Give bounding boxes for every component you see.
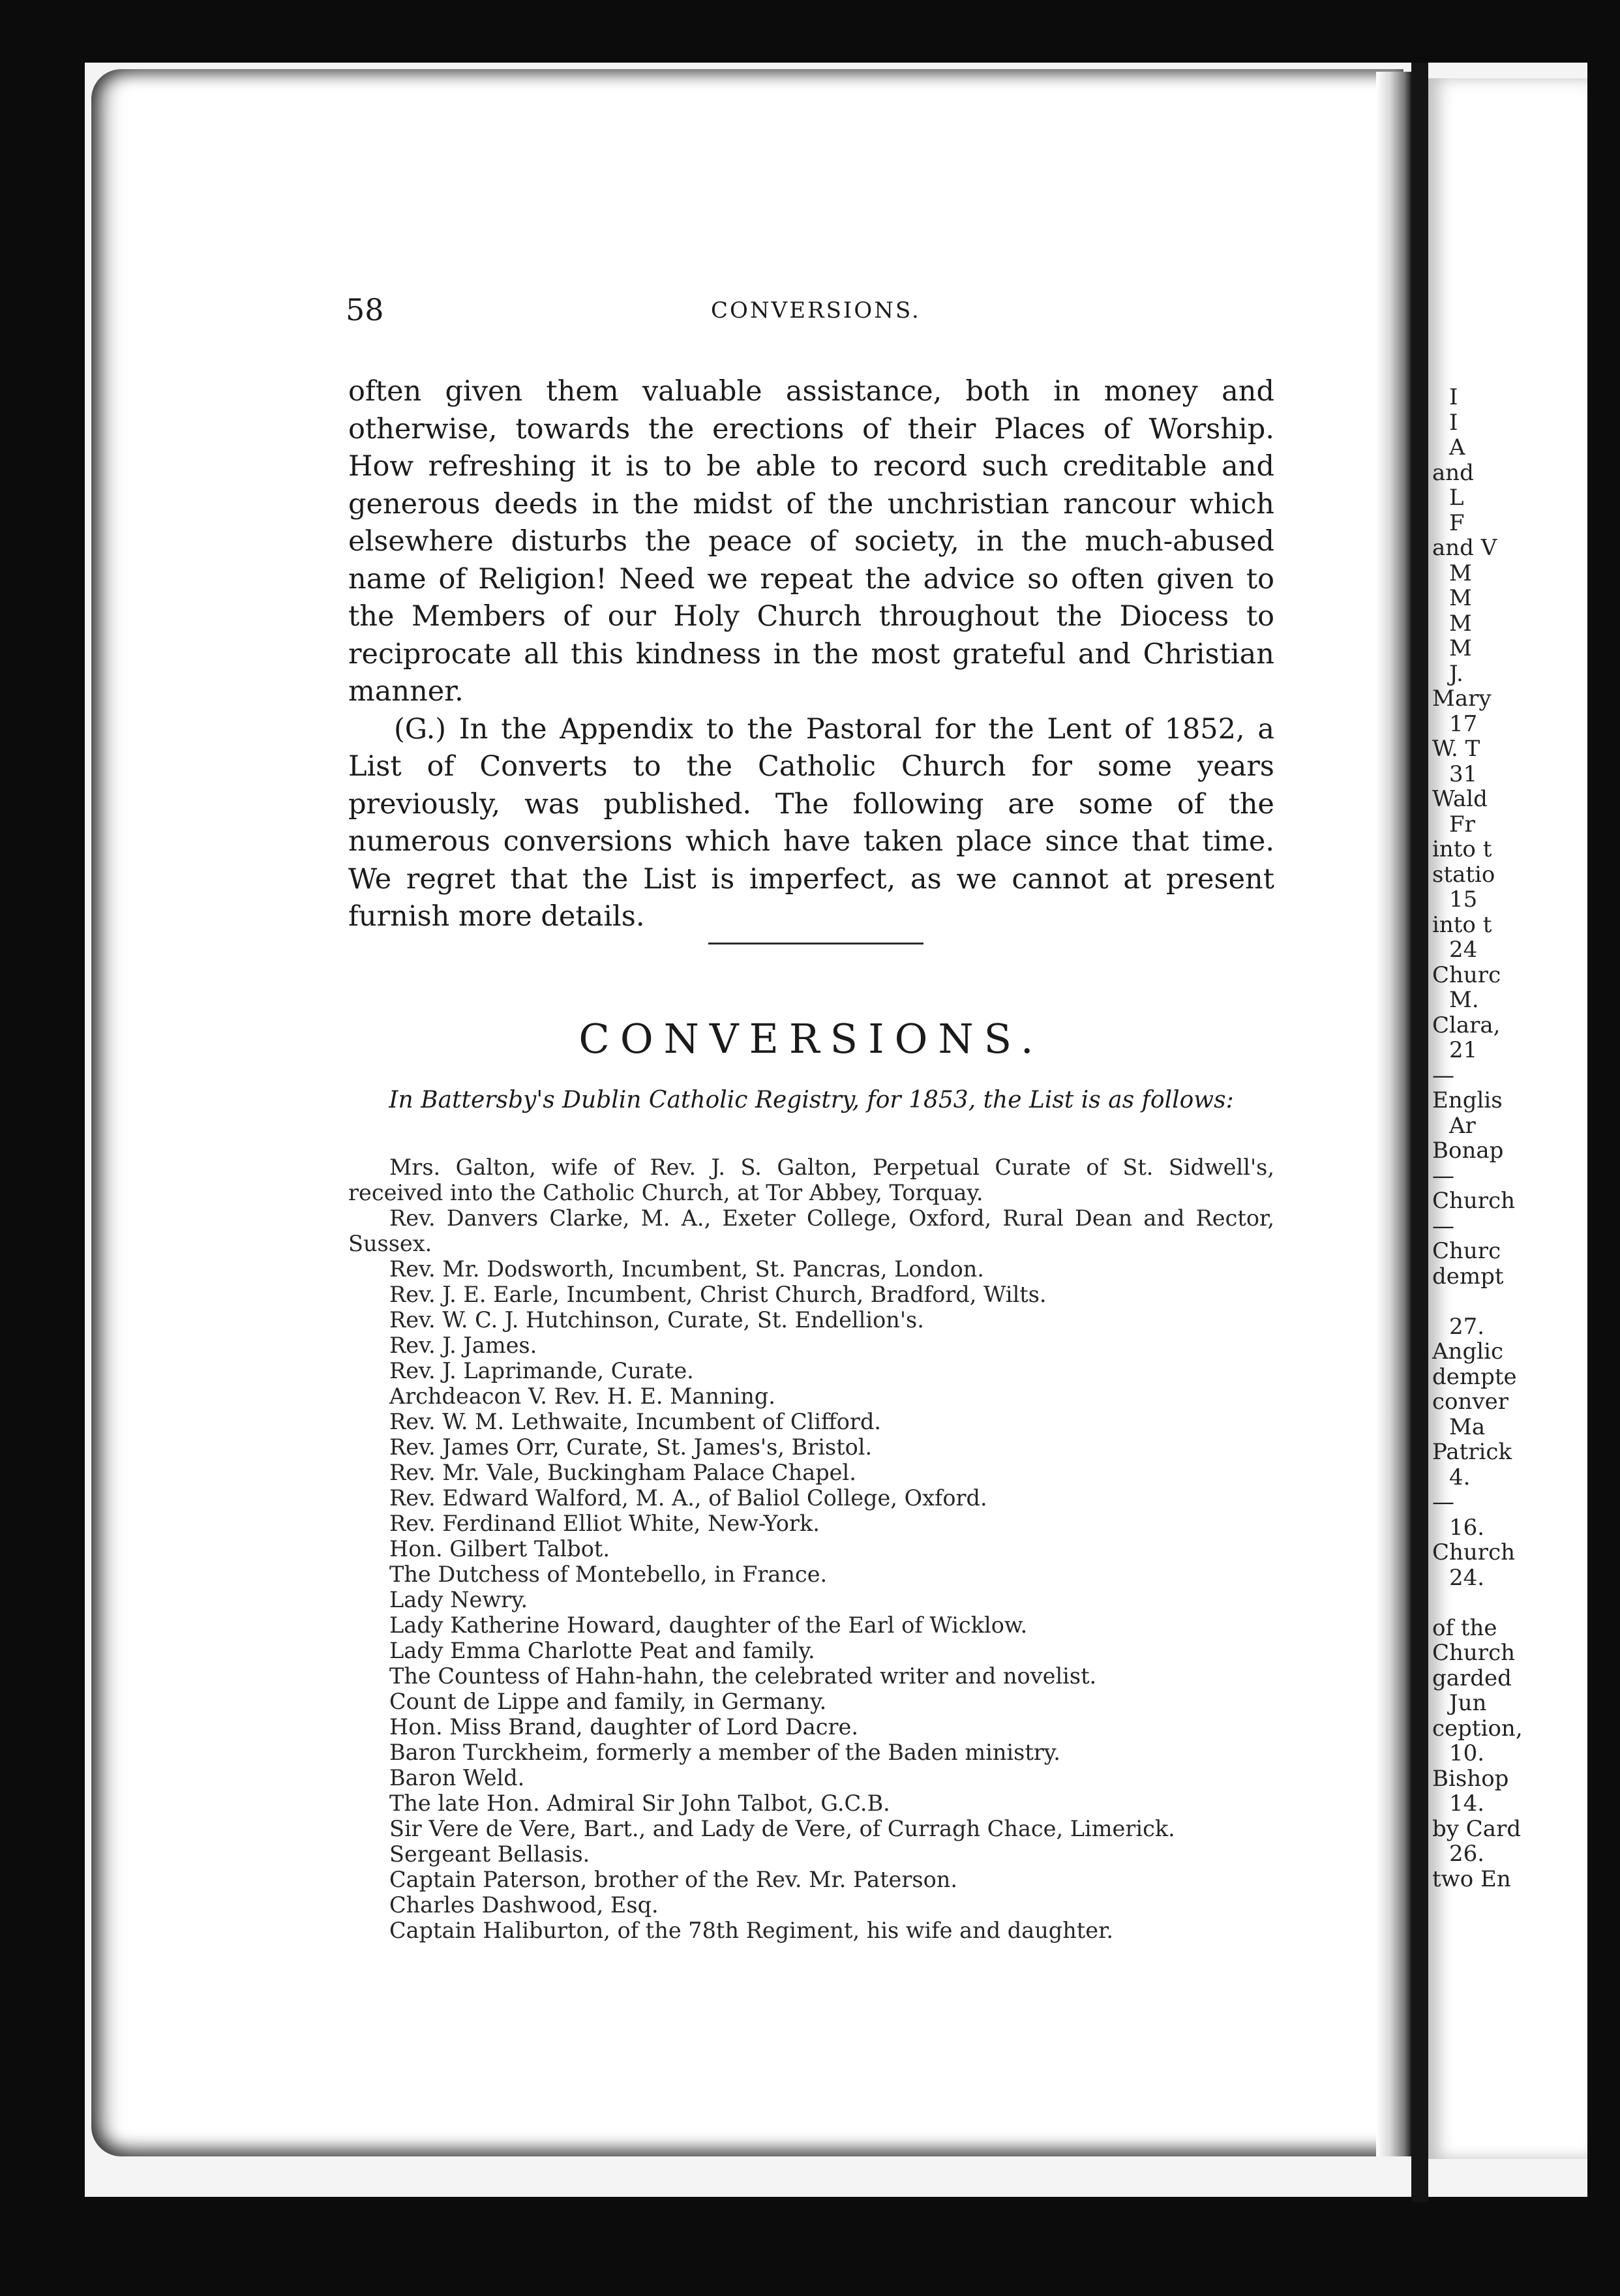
facing-page-line: ception, — [1432, 1715, 1523, 1742]
page-curl-shadow — [1376, 72, 1411, 2156]
list-item: Mrs. Galton, wife of Rev. J. S. Galton, Perpetual Curate of St. Sidwell's, received into the Catholic Church, at Tor Abbey, Torquay. — [348, 1155, 1274, 1205]
facing-page-line: A — [1449, 434, 1465, 461]
facing-page-line: Englis — [1432, 1087, 1503, 1113]
facing-page-line: W. T — [1432, 736, 1480, 762]
facing-page-line: two En — [1432, 1865, 1511, 1892]
list-item: The Dutchess of Montebello, in France. — [389, 1562, 828, 1587]
conversions-list — [348, 1155, 1274, 1943]
list-item: Lady Newry. — [389, 1587, 528, 1612]
facing-page-line: Churc — [1432, 961, 1501, 988]
facing-page-line: Ma — [1449, 1413, 1486, 1440]
facing-page-line: and — [1432, 459, 1474, 486]
facing-page-line: 14. — [1449, 1790, 1485, 1817]
facing-page-line: M — [1449, 610, 1472, 637]
facing-page-line: Jun — [1449, 1690, 1487, 1716]
facing-page-line: Wald — [1432, 786, 1488, 812]
facing-page-line: 24 — [1449, 937, 1478, 963]
list-item: Rev. Ferdinand Elliot White, New-York. — [389, 1511, 820, 1536]
list-item: Rev. J. James. — [389, 1333, 537, 1358]
facing-page-line: Church — [1432, 1539, 1516, 1565]
scan-border-bottom — [0, 2197, 1620, 2296]
paragraph: (G.) In the Appendix to the Pastoral for the Lent of 1852, a List of Converts to the Catholic Church for some years previously, was published. The following are some of the numerous conversions which have taken place since that time. We regret that the List is imperfect, as we cannot at present furnish more details. — [348, 712, 1274, 933]
facing-page-line: M — [1449, 635, 1472, 661]
facing-page-line: 17 — [1449, 710, 1478, 737]
section-subtitle: In Battersby's Dublin Catholic Registry, for 1853, the List is as follows: — [389, 1087, 1234, 1113]
list-item: Charles Dashwood, Esq. — [389, 1892, 659, 1918]
book-gutter — [1411, 63, 1428, 2202]
list-item: Captain Paterson, brother of the Rev. Mr. Paterson. — [389, 1867, 957, 1892]
running-head: CONVERSIONS. — [711, 297, 921, 324]
facing-page-line: statio — [1432, 861, 1495, 888]
list-item: Rev. W. M. Lethwaite, Incumbent of Clifford. — [389, 1409, 882, 1434]
facing-page-line: Clara, — [1432, 1012, 1501, 1038]
paragraph: often given them valuable assistance, both in money and otherwise, towards the erections of their Places of Worship. How refreshing it is to be able to record such creditable and generous deeds in the midst of the unchristian rancour which elsewhere disturbs the peace of society, in the much-abused name of Religion! Need we repeat the advice so often given to the Members of our Holy Church throughout the Diocess to reciprocate all this kindness in the most grateful and Christian manner. — [348, 375, 1274, 708]
facing-page-line: 26. — [1449, 1841, 1485, 1867]
list-item: Captain Haliburton, of the 78th Regiment, his wife and daughter. — [389, 1918, 1114, 1943]
facing-page-line: dempt — [1432, 1263, 1504, 1290]
facing-page-line: 16. — [1449, 1514, 1485, 1541]
facing-page-line: M — [1449, 585, 1472, 611]
facing-page-line: of the — [1432, 1614, 1497, 1641]
list-item: The Countess of Hahn-hahn, the celebrated writer and novelist. — [389, 1663, 1097, 1689]
facing-page-line: M. — [1449, 987, 1479, 1013]
body-text — [348, 373, 1274, 936]
facing-page-line: into t — [1432, 836, 1492, 862]
facing-page-line: 15 — [1449, 886, 1478, 913]
scan-border-right — [1587, 0, 1620, 2296]
list-item: Archdeacon V. Rev. H. E. Manning. — [389, 1383, 775, 1409]
list-item: Rev. Mr. Vale, Buckingham Palace Chapel. — [389, 1460, 856, 1485]
section-title: CONVERSIONS. — [578, 1015, 1044, 1063]
list-item: Rev. J. E. Earle, Incumbent, Christ Church, Bradford, Wilts. — [389, 1282, 1047, 1307]
facing-page-line: 24. — [1449, 1564, 1485, 1591]
list-item: The late Hon. Admiral Sir John Talbot, G.C.B. — [389, 1790, 890, 1816]
facing-page-line: conver — [1432, 1389, 1508, 1415]
facing-page-line: Ar — [1449, 1112, 1476, 1139]
list-item: Count de Lippe and family, in Germany. — [389, 1689, 827, 1714]
facing-page-line: J. — [1449, 660, 1463, 687]
facing-page-line: I — [1449, 384, 1458, 410]
list-item: Rev. Danvers Clarke, M. A., Exeter College, Oxford, Rural Dean and Rector, Sussex. — [348, 1205, 1274, 1256]
facing-page-line: — — [1432, 1489, 1454, 1515]
list-item: Baron Weld. — [389, 1765, 525, 1790]
facing-page-line: — — [1432, 1062, 1454, 1089]
facing-page-line: Patrick — [1432, 1439, 1512, 1465]
facing-page-line: 27. — [1449, 1313, 1485, 1340]
facing-page-line: Church — [1432, 1640, 1516, 1666]
facing-page-line: Church — [1432, 1188, 1516, 1214]
facing-page — [1428, 78, 1587, 2159]
list-item: Hon. Gilbert Talbot. — [389, 1536, 610, 1562]
facing-page-line: 4. — [1449, 1464, 1471, 1490]
facing-page-line: — — [1432, 1213, 1454, 1239]
list-item: Lady Emma Charlotte Peat and family. — [389, 1638, 815, 1663]
list-item: Rev. W. C. J. Hutchinson, Curate, St. Endellion's. — [389, 1307, 924, 1333]
section-divider — [708, 943, 923, 944]
facing-page-line: I — [1449, 409, 1458, 436]
facing-page-line: dempte — [1432, 1363, 1517, 1390]
facing-page-line: F — [1449, 509, 1465, 536]
scan-border-top — [0, 0, 1620, 63]
facing-page-line: garded — [1432, 1665, 1512, 1691]
facing-page-line: 21 — [1449, 1037, 1478, 1063]
list-item: Sergeant Bellasis. — [389, 1841, 590, 1867]
facing-page-line: Churc — [1432, 1238, 1501, 1264]
list-item: Sir Vere de Vere, Bart., and Lady de Vere, of Curragh Chace, Limerick. — [389, 1816, 1175, 1841]
facing-page-line: Bishop — [1432, 1765, 1509, 1792]
facing-page-line: 31 — [1449, 761, 1478, 787]
page-header — [346, 292, 1278, 331]
facing-page-line: by Card — [1432, 1815, 1522, 1842]
page-number: 58 — [346, 292, 384, 327]
facing-page-line: Fr — [1449, 811, 1475, 838]
facing-page-line: — — [1432, 1162, 1454, 1189]
list-item: Rev. James Orr, Curate, St. James's, Bristol. — [389, 1434, 873, 1460]
facing-page-line: Mary — [1432, 686, 1492, 712]
facing-page-line: M — [1449, 560, 1472, 586]
list-item: Rev. Edward Walford, M. A., of Baliol College, Oxford. — [389, 1485, 987, 1511]
facing-page-line: Bonap — [1432, 1138, 1504, 1164]
list-item: Lady Katherine Howard, daughter of the Earl of Wicklow. — [389, 1612, 1028, 1638]
list-item: Rev. J. Laprimande, Curate. — [389, 1358, 694, 1383]
list-item: Baron Turckheim, formerly a member of the Baden ministry. — [389, 1740, 1060, 1765]
scan-border-left — [0, 0, 85, 2296]
facing-page-line: 10. — [1449, 1740, 1485, 1766]
list-item: Hon. Miss Brand, daughter of Lord Dacre. — [389, 1714, 859, 1740]
facing-page-line: into t — [1432, 911, 1492, 938]
facing-page-line: and V — [1432, 535, 1497, 561]
facing-page-line: L — [1449, 485, 1464, 511]
list-item: Rev. Mr. Dodsworth, Incumbent, St. Pancras, London. — [389, 1256, 984, 1282]
facing-page-line: Anglic — [1432, 1338, 1504, 1365]
